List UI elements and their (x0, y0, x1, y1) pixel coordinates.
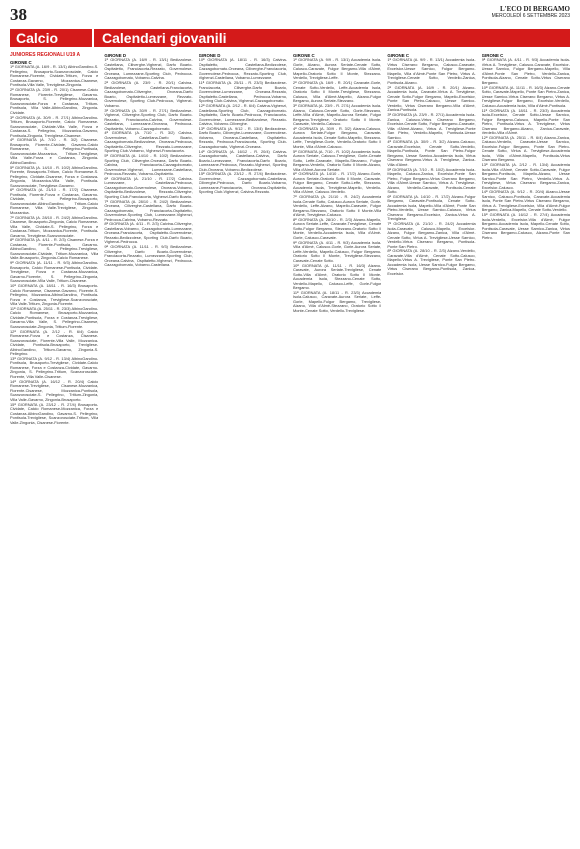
fixture-round: 10ª GIORNATA (A. 11/11 - R. 16/3) Alzano-Caravate, Aurora Seriate-Trevigliese, Cenate Sotto-Villa d'Almè, Oratorio Sotto Il Monte-Accademia Isola, Stezzano-Cenate Sotto, Verdello-Mapello, Calusco-Leffe, Gorle-Fulgor Bergamo. (292, 262, 382, 291)
fixture-round: 13ª GIORNATA (A. 9/12 - R. 13/4) Bedizzolese-Darfo Boario, Ciliverghe-Lumezzane, Governolese-Vobarno, Orceana-Castellana, Ospitaletto-Rezzato, Pedrocca-Franciacorta, Sporting Club-Cazzagobornato, Vighenzi-Orceana. (198, 125, 287, 149)
fixture-round: 10ª GIORNATA (A. 18/11 - R. 16/3) Calvina-Ospitaletto, Castellana-Bedizzolese, Cazzagobornato-Orceana, Ciliverghe-Franciacorta, Governolese-Pedrocca, Rezzato-Sporting Club, Vighenzi-Castellana, Vobarno-Lumezzane. (198, 57, 287, 81)
fixture-round: 4ª GIORNATA (A. 7/10 - R. 3/2) Cisanese-Brusaporto, Fiorente-Cividate, Gavarno-Calcio Romanese, S. Pellegrino-Pontisola, Scanzorosciate-Mozzanica, Tritium-Trevigliese, Villa Valle-Forza e Costanza, Zingonia-AlbinoGandino. (10, 137, 99, 165)
fixture-round: 12ª GIORNATA (A. 25/11 - R. 6/4) Alzano-Zanica, Calusco-Verdello, Caravate-Uesse Sarnico, Excelsior-Fulgor Bergamo, Ponte San Pietro-Cenate Sotto, Virtus A. Trevigliese-Accademia Isola, Villa d'Almè-Mapello, Pontisola-Virtus Ciserano Bergamo. (481, 134, 570, 163)
fixture-round: 3ª GIORNATA (A. 23/9 - R. 27/1) Accademia Isola-Zanica, Calusco-Virtus Ciserano Bergamo, Excelsior-Cenate Sotto, Fulgor Bergamo-Caravate, Villa d'Almè-Alzano, Virtus A. Trevigliese-Ponte San Pietro, Verdello-Mapello, Pontisola-Uesse Sarnico. (387, 112, 476, 140)
fixture-round: 6ª GIORNATA (A. 14/10 - R. 17/2) Alzano-Gorle, Aurora Seriate-Oratorio Sotto Il Monte, Caravate-Fulgor Bergamo, Cenate Sotto-Leffe, Stezzano-Accademia Isola, Trevigliese-Mapello, Verdello-Villa d'Almè, Calusco-Verdello. (292, 171, 382, 195)
fixture-round: 6ª GIORNATA (A. 21/10 - R. 17/2) Calvina-Lumezzane, Castellana-Pedrocca, Cazzagobornato-Governolese, Orceana-Vobarno, Ospitaletto-Bedizzolese, Rezzato-Ciliverghe, Sporting Club-Franciacorta, Vighenzi-Darfo Boario. (104, 175, 193, 199)
fixture-round: 5ª GIORNATA (A. 7/10 - R. 10/2) Accademia Isola-Aurora Seriate, Calusco-Trevigliese, Gorle-Cenate Sotto, Leffe-Caravate, Mapello-Stezzano, Fulgor Bergamo-Verdello, Oratorio Sotto Il Monte-Alzano, Villa d'Almè-Aurora Seriate. (292, 148, 382, 172)
fixture-round: 1ª GIORNATA (A. 16/9 - R. 13/1) Bedizzolese-Castellana, Ciliverghe-Vighenzi, Darfo Boario-Ospitaletto, Franciacorta-Rezzato, Governolese-Orceana, Lumezzane-Sporting Club, Pedrocca-Cazzagobornato, Vobarno-Calvina. (104, 57, 193, 81)
fixture-round: 10ª GIORNATA (A. 11/11 - R. 16/3) Alzano-Cenate Sotto, Caravate-Mapello, Ponte San Pietro-Zanica, Uesse Sarnico-Virtus Ciserano Bergamo, Virtus A. Trevigliese-Fulgor Bergamo, Excelsior-Verdello, Calusco-Accademia Isola, Villa d'Almè-Pontisola. (481, 84, 570, 108)
fixture-round: 12ª GIORNATA (A. 2/12 - R. 6/4) Calcio Romanese-Forza e Costanza, Cisanese-Scanzorosciate, Fiorente-Villa Valle, Mozzanica-Cividate, Pontisola-Brusaporto, Trevigliese-AlbinoGandino, Tritium-Gavarno, Zingonia-S. Pellegrino. (10, 328, 99, 357)
fixture-round: 8ª GIORNATA (A. 4/11 - R. 2/3) Calvina-Ciliverghe, Castellana-Vobarno, Cazzagobornato-Lumezzane, Orceana-Franciacorta, Ospitaletto-Governolese, Rezzato-Bedizzolese, Sporting Club-Darfo Boario, Vighenzi-Pedrocca. (104, 221, 193, 245)
fixture-round: 4ª GIORNATA (A. 30/9 - R. 3/2) Alzano-Calusco, Aurora Seriate-Fulgor Bergamo, Caravate-Accademia Isola, Cenate Sotto-Mapello, Stezzano-Leffe, Trevigliese-Gorle, Verdello-Oratorio Sotto Il Monte, Villa d'Almè-Calusco. (292, 125, 382, 149)
fixture-list (482, 58, 570, 240)
fixture-round: 1ª GIORNATA (A. 9/9 - R. 13/1) Accademia Isola-Gorle, Alzano, Aurora Seriate-Cenate Sotto, Calusco-Caravate, Fulgor Bergamo-Villa d'Almè, Mapello-Oratorio Sotto Il Monte, Stezzano-Verdello, Trevigliese-Leffe. (292, 57, 382, 81)
columns-container (10, 51, 570, 849)
section-title: Calendari giovanili (92, 29, 570, 47)
fixture-round: 8ª GIORNATA (A. 4/11 - R. 2/3) Cisanese-Forza e Costanza, Fiorente-Pontisola, Gavarno-AlbinoGandino, S. Pellegrino-Trevigliese, Scanzorosciate-Cividate, Tritium-Mozzanica, Villa Valle-Brusaporto, Zingonia-Calcio Romanese. (10, 237, 99, 261)
fixture-round: 15ª GIORNATA (A. 23/12 - R. 27/4) Bedizzolese-Governolese, Cazzagobornato-Castellana, Ciliverghe-Pedrocca, Darfo Boario-Vobarno, Lumezzane-Franciacorta, Orceana-Ospitaletto, Sporting Club-Vighenzi, Calvina-Rezzato. (198, 171, 287, 195)
page-number: 38 (10, 5, 27, 24)
newspaper-name: L'ECO DI BERGAMO (499, 5, 570, 13)
fixture-round: 5ª GIORNATA (A. 7/10 - R. 10/2) Accademia Isola-Mapello, Calusco-Zanica, Excelsior-Ponte San Pietro, Fulgor Bergamo-Virtus Ciserano Bergamo, Villa d'Almè-Uesse Sarnico, Virtus A. Trevigliese-Alzano, Verdello-Caravate, Pontisola-Cenate Sotto. (387, 166, 476, 195)
fixture-round: 9ª GIORNATA (A. 11/11 - R. 9/3) AlbinoGandino-Brusaporto, Calcio Romanese-Pontisola, Cividate-Trevigliese, Forza e Costanza-Mozzanica, Gavarno-Fiorente, S. Pellegrino-Zingonia, Scanzorosciate-Villa Valle, Tritium-Cisanese. (10, 260, 99, 284)
fixture-round: 5ª GIORNATA (A. 14/10 - R. 10/2) Bedizzolese-Sporting Club, Ciliverghe-Orceana, Darfo Boario-Calvina, Franciacorta-Cazzagobornato, Governolese-Vighenzi, Lumezzane-Castellana, Pedrocca-Rezzato, Vobarno-Ospitaletto. (104, 153, 193, 177)
fixture-round: 7ª GIORNATA (A. 28/10 - R. 24/2) Bedizzolese-Orceana, Ciliverghe-Castellana, Darfo Boario-Cazzagobornato, Franciacorta-Ospitaletto, Governolese-Sporting Club, Lumezzane-Vighenzi, Pedrocca-Calvina, Vobarno-Rezzato. (104, 198, 193, 222)
column-2 (104, 51, 192, 849)
fixture-round: 9ª GIORNATA (A. 4/11 - R. 9/3) Accademia Isola-Villa d'Almè, Calusco-Gorle, Gorle-Aurora Seriate, Leffe-Verdello, Mapello-Calusco, Fulgor Bergamo-Oratorio Sotto Il Monte, Trevigliese-Stezzano, Caravate-Cenate Sotto. (292, 239, 382, 263)
page-header (10, 6, 570, 28)
fixture-list (293, 58, 381, 313)
fixture-round: 5ª GIORNATA (A. 14/10 - R. 10/2) AlbinoGandino-Fiorente, Brusaporto-Tritium, Calcio Romanese-S. Pellegrino, Cividate-Cisanese, Forza e Costanza-Zingonia, Mozzanica-Villa Valle, Pontisola-Scanzorosciate, Trevigliese-Gavarno. (10, 164, 99, 188)
fixture-round: 12ª GIORNATA (A. 2/12 - R. 6/4) Calvina-Vighenzi, Castellana-Sporting Club, Cazzagobornato-Ospitaletto, Darfo Boario-Pedrocca, Franciacorta-Governolese, Lumezzane-Bedizzolese, Rezzato-Calvina, Vobarno-Ciliverghe. (198, 103, 287, 126)
fixture-round: 11ª GIORNATA (A. 18/11 - R. 23/3) Accademia Isola-Calusco, Caravate-Aurora Seriate, Leffe-Gorle, Mapello-Fulgor Bergamo, Trevigliese-Alzano, Villa d'Almè-Stezzano, Oratorio Sotto Il Monte-Cenate Sotto, Verdello-Trevigliese. (292, 289, 382, 313)
fixture-round: 14ª GIORNATA (A. 16/12 - R. 20/4) Calvina-Cazzagobornato, Castellana-Calvina, Darfo Boario-Lumezzane, Franciacorta-Darfo Boario, Lumezzane-Pedrocca, Rezzato-Vighenzi, Sporting Club-Orceana, Vobarno-Bedizzolese. (198, 148, 287, 172)
column-5 (387, 51, 475, 849)
fixture-round: 7ª GIORNATA (A. 21/10 - R. 24/2) Accademia Isola-Cenate Sotto, Calusco-Aurora Seriate, Gorle-Verdello, Leffe-Alzano, Mapello-Caravate, Fulgor Bergamo-Stezzano, Oratorio Sotto Il Monte-Villa d'Almè, Trevigliese-Calusco. (292, 194, 382, 218)
group-title: GIRONE C (387, 53, 410, 58)
fixture-round: 8ª GIORNATA (A. 28/10 - R. 2/3) Alzano-Verdello, Caravate-Villa d'Almè, Cenate Sotto-Calusco, Mapello-Virtus A. Trevigliese, Ponte San Pietro-Accademia Isola, Uesse Sarnico-Fulgor Bergamo, Virtus Ciserano Bergamo-Pontisola, Zanica-Excelsior. (387, 248, 476, 276)
fixture-round: 4ª GIORNATA (A. 30/9 - R. 3/2) Alzano-Calusco, Caravate-Excelsior, Cenate Sotto-Verdello, Mapello-Pontisola, Ponte San Pietro-Fulgor Bergamo, Uesse Sarnico-Accademia Isola, Virtus Ciserano Bergamo-Virtus A. Trevigliese, Zanica-Villa d'Almè. (387, 139, 476, 167)
group-title: GIRONE C (292, 53, 315, 58)
fixture-round: 2ª GIORNATA (A. 23/9 - R. 20/1) Calvina-Bedizzolese, Castellana-Franciacorta, Cazzagobornato-Ciliverghe, Orceana-Darfo Boario, Ospitaletto-Lumezzane, Rezzato-Governolese, Sporting Club-Pedrocca, Vighenzi-Vobarno. (104, 80, 193, 108)
fixture-list (104, 58, 192, 267)
fixture-round: 11ª GIORNATA (A. 18/11 - R. 23/3) Accademia Isola-Excelsior, Cenate Sotto-Uesse Sarnico, Fulgor Bergamo-Calusco, Mapello-Ponte San Pietro, Pontisola-Virtus A. Trevigliese, Virtus Ciserano Bergamo-Alzano, Zanica-Caravate, Verdello-Villa d'Almè. (481, 107, 570, 135)
section-bar (10, 29, 570, 47)
fixture-round: 6ª GIORNATA (A. 14/10 - R. 17/2) Alzano-Fulgor Bergamo, Caravate-Pontisola, Cenate Sotto-Accademia Isola, Mapello-Villa d'Almè, Ponte San Pietro-Verdello, Uesse Sarnico-Calusco, Virtus Ciserano Bergamo-Excelsior, Zanica-Virtus A. Trevigliese. (387, 193, 476, 222)
fixture-round: 1ª GIORNATA (A. 9/9 - R. 13/1) Accademia Isola-Virtus Ciserano Bergamo, Calusco-Caravate, Excelsior-Uesse Sarnico, Fulgor Bergamo-Mapello, Villa d'Almè-Ponte San Pietro, Virtus A. Trevigliese-Cenate Sotto, Verdello-Zanica, Pontisola-Alzano. (387, 57, 476, 85)
fixture-round: 2ª GIORNATA (A. 23/9 - R. 20/1) Cisanese-Calcio Romanese, Fiorente-Trevigliese, Gavarno-Brusaporto, S. Pellegrino-Mozzanica, Scanzorosciate-Forza e Costanza, Tritium-Pontisola, Villa Valle-AlbinoGandino, Zingonia-Cividate. (10, 87, 99, 115)
group-title: GIRONE D (198, 53, 221, 58)
section-label: Calcio (10, 29, 92, 47)
fixture-round: 10ª GIORNATA (A. 18/11 - R. 16/3) Brusaporto-Calcio Romanese, Cisanese-Gavarno, Fiorente-S. Pellegrino, Mozzanica-AlbinoGandino, Pontisola-Forza e Costanza, Trevigliese-Scanzorosciate, Villa Valle-Tritium, Zingonia-Fiorente. (10, 283, 99, 307)
masthead (492, 6, 570, 20)
fixture-round: 13ª GIORNATA (A. 9/12 - R. 13/4) AlbinoGandino-Pontisola, Brusaporto-Trevigliese, Cividate-Calcio Romanese, Forza e Costanza-Cividate, Gavarno-Zingonia, S. Pellegrino-Tritium, Scanzorosciate-Fiorente, Villa Valle-Cisanese. (10, 355, 99, 379)
fixture-round: 8ª GIORNATA (A. 28/10 - R. 2/3) Alzano-Mapello, Aurora Seriate-Leffe, Caravate-Trevigliese, Cenate Sotto-Fulgor Bergamo, Stezzano-Oratorio Sotto Il Monte, Verdello-Accademia Isola, Villa d'Almè-Gorle, Calusco-Caravate. (292, 216, 382, 240)
column-1 (10, 51, 98, 849)
fixture-round: 13ª GIORNATA (A. 2/12 - R. 13/4) Accademia Isola-Villa d'Almè, Cenate Sotto-Caravate, Fulgor Bergamo-Pontisola, Mapello-Alzano, Uesse Sarnico-Ponte San Pietro, Verdello-Virtus A. Trevigliese, Virtus Ciserano Bergamo-Zanica, Excelsior-Calusco. (481, 162, 570, 190)
fixture-round: 1ª GIORNATA (A. 16/9 - R. 13/1) AlbinoGandino-S. Pellegrino, Brusaporto-Scanzorosciate, Calcio Romanese-Fiorente, Cividate-Tritium, Forza e Costanza-Gavarno, Mozzanica-Cisanese, Pontisola-Villa Valle, Trevigliese-Zingonia. (10, 64, 99, 88)
fixture-round: 9ª GIORNATA (A. 11/11 - R. 9/3) Bedizzolese-Ciliverghe, Darfo Boario-Governolese, Franciacorta-Rezzato, Lumezzane-Sporting Club, Orceana-Calvina, Ospitaletto-Vighenzi, Pedrocca-Cazzagobornato, Vobarno-Castellana. (104, 244, 193, 268)
fixture-round: 15ª GIORNATA (A. 16/12 - R. 27/4) Accademia Isola-Verdello, Excelsior-Villa d'Almè, Fulgor Bergamo-Accademia Isola, Mapello-Cenate Sotto, Pontisola-Caravate, Uesse Sarnico-Zanica, Virtus Ciserano Bergamo-Calusco, Alzano-Ponte San Pietro. (481, 212, 570, 240)
fixture-list (10, 65, 98, 425)
column-4 (293, 51, 381, 849)
fixture-round: 7ª GIORNATA (A. 28/10 - R. 24/2) AlbinoGandino-Cisanese, Brusaporto-Zingonia, Calcio Romanese-Villa Valle, Cividate-S. Pellegrino, Forza e Costanza-Tritium, Mozzanica-Fiorente, Pontisola-Gavarno, Trevigliese-Scanzorosciate. (10, 214, 99, 238)
fixture-list (199, 58, 287, 194)
fixture-round: 11ª GIORNATA (A. 25/11 - R. 23/3) Bedizzolese-Franciacorta, Ciliverghe-Darfo Boario, Governolese-Lumezzane, Orceana-Rezzato, Ospitaletto-Castellana, Pedrocca-Vobarno, Sporting Club-Calvina, Vighenzi-Cazzagobornato. (198, 80, 287, 104)
fixture-round: 7ª GIORNATA (A. 21/10 - R. 24/2) Accademia Isola-Caravate, Calusco-Mapello, Excelsior-Alzano, Fulgor Bergamo-Zanica, Villa d'Almè-Cenate Sotto, Virtus A. Trevigliese-Uesse Sarnico, Verdello-Virtus Ciserano Bergamo, Pontisola-Ponte San Pietro. (387, 221, 476, 249)
group-title: GIRONE C (481, 53, 504, 58)
fixture-list (387, 58, 475, 276)
fixture-round: 14ª GIORNATA (A. 16/12 - R. 20/4) Calcio Romanese-Trevigliese, Cisanese-Mozzanica, Fiorente-Cisanese, Mozzanica-Pontisola, Scanzorosciate-S. Pellegrino, Tritium-Zingonia, Villa Valle-Gavarno, Zingonia-Brusaporto. (10, 378, 99, 402)
column-3 (199, 51, 287, 849)
fixture-round: 2ª GIORNATA (A. 16/9 - R. 20/1) Alzano-Accademia Isola, Caravate-Virtus A. Trevigliese, Cenate Sotto-Fulgor Bergamo, Mapello-Excelsior, Ponte San Pietro-Calusco, Uesse Sarnico-Verdello, Virtus Ciserano Bergamo-Villa d'Almè, Zanica-Pontisola. (387, 84, 476, 113)
column-heading: JUNIORES REGIONALI U19 A (10, 52, 81, 58)
group-title: GIRONE D (104, 53, 127, 58)
issue-date: MERCOLEDÌ 6 SETTEMBRE 2023 (491, 13, 570, 19)
fixture-round: 9ª GIORNATA (A. 4/11 - R. 9/3) Accademia Isola-Virtus A. Trevigliese, Calusco-Caravate, Excelsior-Uesse Sarnico, Fulgor Bergamo-Mapello, Villa d'Almè-Ponte San Pietro, Verdello-Zanica, Pontisola-Alzano, Cenate Sotto-Virtus Ciserano Bergamo. (481, 57, 570, 85)
column-6 (482, 51, 570, 849)
fixture-round: 3ª GIORNATA (A. 30/9 - R. 27/1) AlbinoGandino-Tritium, Brusaporto-Fiorente, Calcio Romanese-Scanzorosciate, Cividate-Villa Valle, Forza e Costanza-S. Pellegrino, Mozzanica-Gavarno, Pontisola-Zingonia, Trevigliese-Cisanese. (10, 114, 99, 138)
fixture-round: 11ª GIORNATA (A. 25/11 - R. 23/3) AlbinoGandino-Calcio Romanese, Brusaporto-Mozzanica, Cividate-Pontisola, Forza e Costanza-Trevigliese, Gavarno-Villa Valle, S. Pellegrino-Cisanese, Scanzorosciate-Zingonia, Tritium-Fiorente. (10, 305, 99, 329)
fixture-round: 4ª GIORNATA (A. 7/10 - R. 3/2) Calvina-Governolese, Castellana-Darfo Boario, Cazzagobornato-Bedizzolese, Orceana-Pedrocca, Ospitaletto-Ciliverghe, Rezzato-Lumezzane, Sporting Club-Vobarno, Vighenzi-Franciacorta. (104, 130, 193, 154)
fixture-round: 3ª GIORNATA (A. 30/9 - R. 27/1) Bedizzolese-Vighenzi, Ciliverghe-Sporting Club, Darfo Boario-Rezzato, Franciacorta-Calvina, Governolese-Castellana, Lumezzane-Orceana, Pedrocca-Ospitaletto, Vobarno-Cazzagobornato. (104, 107, 193, 131)
fixture-round: 2ª GIORNATA (A. 16/9 - R. 20/1) Caravate-Gorle, Cenate Sotto-Verdello, Leffe-Accademia Isola, Oratorio Sotto Il Monte-Trevigliese, Stezzano-Calusco, Villa d'Almè-Mapello, Alzano-Fulgor Bergamo, Aurora Seriate-Stezzano. (292, 80, 382, 104)
fixture-round: 15ª GIORNATA (A. 23/12 - R. 27/4) Brusaporto-Cividate, Calcio Romanese-Mozzanica, Forza e Costanza-AlbinoGandino, Gavarno-S. Pellegrino, Pontisola-Trevigliese, Scanzorosciate-Tritium, Villa Valle-Zingonia, Cisanese-Fiorente. (10, 401, 99, 425)
group-title: GIRONE C (10, 60, 32, 65)
fixture-round: 6ª GIORNATA (A. 21/10 - R. 17/2) Cisanese-Pontisola, Fiorente-Forza e Costanza, Gavarno-Cividate, S. Pellegrino-Brusaporto, Scanzorosciate-AlbinoGandino, Tritium-Calcio Romanese, Villa Valle-Trevigliese, Zingonia-Mozzanica. (10, 187, 99, 215)
fixture-round: 14ª GIORNATA (A. 9/12 - R. 20/4) Alzano-Uesse Sarnico, Calusco-Pontisola, Caravate-Accademia Isola, Ponte San Pietro-Virtus Ciserano Bergamo, Virtus A. Trevigliese-Excelsior, Villa d'Almè-Fulgor Bergamo, Zanica-Mapello, Cenate Sotto-Verdello. (481, 189, 570, 213)
fixture-round: 3ª GIORNATA (A. 23/9 - R. 27/1) Accademia Isola-Alzano, Calusco-Cenate Sotto, Gorle-Stezzano, Leffe-Villa d'Almè, Mapello-Aurora Seriate, Fulgor Bergamo-Trevigliese, Oratorio Sotto Il Monte-Caravate, Verdello-Calusco. (292, 103, 382, 126)
